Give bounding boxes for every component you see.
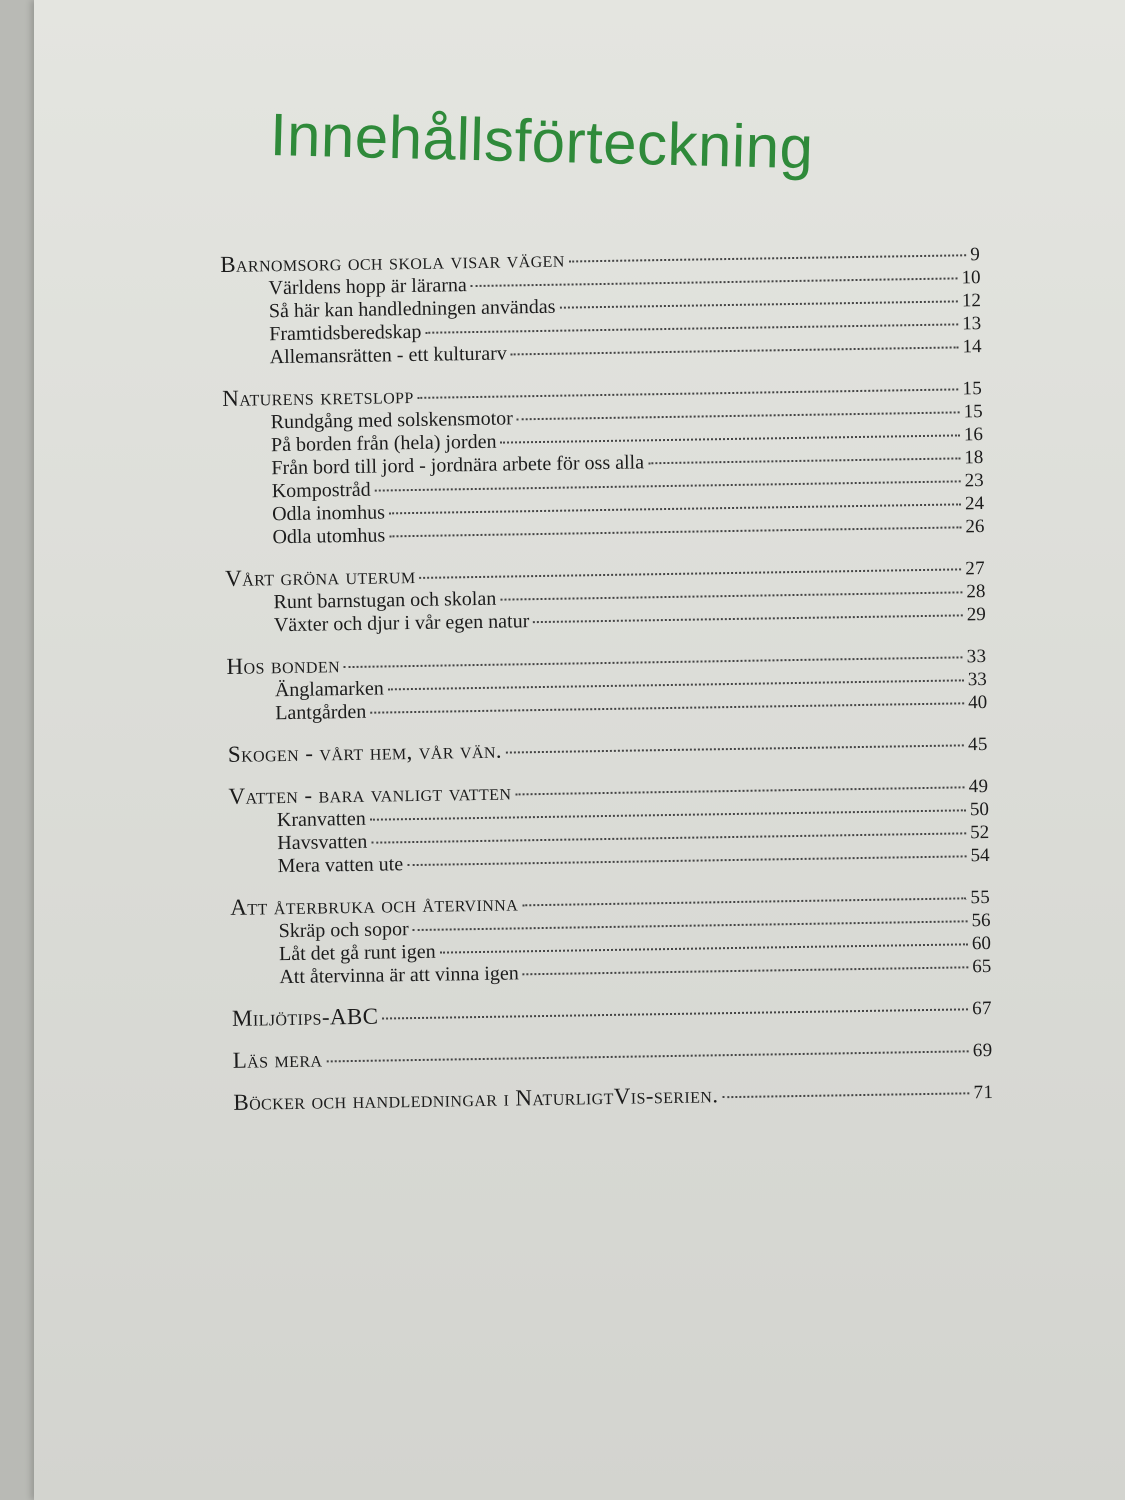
page-number: 14 (962, 336, 982, 358)
toc-section-heading (233, 1036, 993, 1074)
entry-title: Mera vatten ute (277, 853, 404, 878)
page-number: 23 (964, 470, 984, 492)
section-title: Miljötips-ABC (231, 1003, 379, 1031)
entry-title: Världens hopp är lärarna (268, 274, 467, 300)
dot-leader (500, 591, 962, 600)
dot-leader (559, 300, 957, 308)
toc-section-heading (233, 1078, 993, 1116)
entry-title: Havsvatten (277, 830, 368, 855)
dot-leader (407, 855, 966, 866)
entry-title: Kranvatten (276, 807, 366, 832)
dot-leader (375, 480, 961, 491)
book-page (34, 0, 1125, 1500)
toc-section (228, 730, 988, 768)
toc-section (228, 772, 989, 879)
dot-leader (722, 1092, 969, 1098)
dot-leader (370, 702, 964, 713)
page-number: 40 (968, 692, 988, 714)
entry-title: På borden från (hela) jorden (270, 430, 497, 457)
dot-leader (425, 323, 958, 333)
section-title: Läs mera (232, 1046, 323, 1073)
dot-leader (440, 943, 968, 953)
page-number: 55 (970, 886, 991, 909)
toc-section (220, 240, 982, 370)
dot-leader (500, 434, 960, 443)
page-number: 26 (965, 516, 985, 538)
section-title: Skogen - vårt hem, vår vän. (227, 737, 503, 767)
section-title: Barnomsorg och skola visar vägen (220, 246, 565, 277)
dot-leader (370, 809, 966, 820)
page-number: 15 (963, 401, 983, 423)
dot-leader (506, 744, 964, 753)
toc-section (225, 554, 986, 638)
page-number: 15 (962, 378, 983, 400)
page-number: 60 (971, 932, 992, 955)
page-number: 50 (969, 798, 990, 821)
dot-leader (511, 346, 959, 355)
entry-title: Runt barnstugan och skolan (273, 587, 497, 614)
entry-title: Att återvinna är att vinna igen (279, 962, 519, 989)
page-number: 27 (965, 558, 986, 580)
section-title: Böcker och handledningar i NaturligtVis-serien. (233, 1082, 719, 1115)
section-title: Vatten - bara vanligt vatten (228, 779, 512, 809)
page-number: 65 (972, 955, 992, 978)
toc-section (226, 642, 987, 726)
table-of-contents (220, 240, 994, 1132)
dot-leader (533, 614, 963, 623)
page-number: 13 (962, 313, 982, 335)
toc-section (230, 883, 991, 990)
page-number: 54 (970, 844, 990, 867)
dot-leader (326, 1050, 968, 1062)
entry-title: Från bord till jord - jordnära arbete för oss alla (271, 451, 645, 480)
page-number: 69 (972, 1039, 993, 1062)
page-number: 16 (963, 424, 984, 446)
dot-leader (522, 897, 966, 906)
toc-section (222, 374, 984, 550)
page-number: 29 (966, 604, 986, 626)
section-title: Naturens kretslopp (222, 382, 414, 411)
section-title: Hos bonden (226, 652, 341, 679)
entry-title: Odla utomhus (272, 524, 386, 549)
page-number: 18 (964, 447, 984, 469)
section-title: Vårt gröna uterum (224, 562, 416, 591)
page-number: 28 (966, 581, 986, 603)
dot-leader (389, 526, 961, 537)
page-number: 12 (961, 290, 982, 312)
entry-title: Odla inomhus (271, 501, 386, 526)
page-number: 33 (967, 669, 987, 691)
page-number: 56 (971, 909, 991, 932)
dot-leader (523, 966, 969, 975)
dot-leader (648, 457, 960, 464)
toc-section (233, 1078, 993, 1116)
dot-leader (471, 277, 958, 287)
entry-title: Allemansrätten - ett kulturarv (269, 342, 507, 369)
entry-title: Kompostråd (271, 478, 371, 503)
dot-leader (420, 568, 962, 579)
entry-title: Skräp och sopor (278, 918, 409, 943)
dot-leader (418, 388, 959, 398)
dot-leader (413, 920, 968, 931)
page-number: 49 (968, 775, 989, 798)
page-number: 10 (961, 267, 981, 289)
dot-leader (569, 254, 967, 262)
entry-title: Låt det gå runt igen (278, 940, 436, 966)
dot-leader (515, 786, 964, 795)
page-number: 52 (970, 821, 990, 844)
entry-title: Framtidsberedskap (269, 320, 422, 346)
page-title: Innehållsförteckning (269, 101, 815, 182)
page-number: 67 (972, 997, 993, 1020)
entry-title: Rundgång med solskensmotor (270, 407, 514, 434)
page-number: 45 (967, 734, 988, 756)
toc-section-heading (228, 730, 988, 768)
entry-title: Växter och djur i vår egen natur (273, 610, 530, 637)
toc-section (233, 1036, 993, 1074)
page-number: 71 (973, 1081, 994, 1104)
dot-leader (371, 832, 966, 843)
dot-leader (344, 656, 963, 668)
entry-title: Lantgården (275, 700, 367, 725)
page-number: 24 (964, 493, 985, 515)
dot-leader (388, 679, 964, 690)
entry-title: Så här kan handledningen användas (268, 295, 556, 323)
page-number: 9 (970, 244, 981, 266)
dot-leader (389, 503, 961, 514)
toc-section-heading (232, 994, 992, 1032)
dot-leader (517, 411, 960, 420)
dot-leader (382, 1008, 968, 1019)
toc-section (232, 994, 992, 1032)
entry-title: Änglamarken (274, 677, 384, 702)
page-number: 33 (966, 646, 987, 668)
section-title: Att återbruka och återvinna (230, 890, 519, 920)
